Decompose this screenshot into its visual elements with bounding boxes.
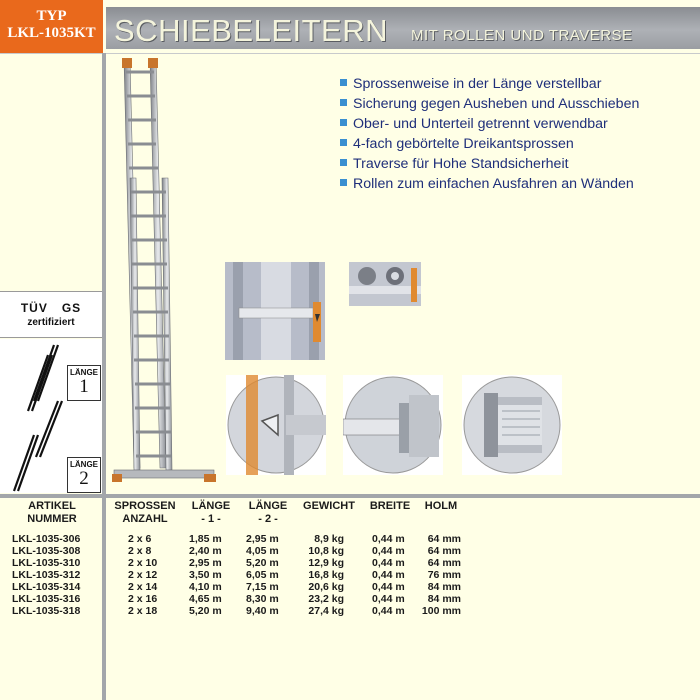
header-sprossen: SPROSSEN ANZAHL [114,500,176,525]
table-divider [0,494,700,498]
bullet-icon [340,79,347,86]
type-label: TYP [36,8,67,24]
table-row: LKL-1035-314 2 x 14 4,10 m 7,15 m 20,6 kg 0,44 m 84 mm [12,581,461,593]
page-title: SCHIEBELEITERN [114,13,389,48]
header-breite: BREITE [369,500,411,512]
feature-item: Sicherung gegen Ausheben und Ausschieben [340,94,639,114]
header-laenge-2: LÄNGE - 2 - [248,500,288,525]
feature-item: Rollen zum einfachen Ausfahren an Wänden [340,174,639,194]
detail-photo-roller [349,262,421,306]
table-row: LKL-1035-312 2 x 12 3,50 m 6,05 m 16,8 kg 0,44 m 76 mm [12,569,461,581]
table-row: LKL-1035-308 2 x 8 2,40 m 4,05 m 10,8 kg 0,44 m 64 mm [12,545,461,557]
bullet-icon [340,179,347,186]
length-2-label: LÄNGE 2 [67,457,101,493]
gs-label: GS [61,301,82,315]
header-artikel: ARTIKEL NUMMER [27,500,77,525]
title-bar [106,7,700,49]
detail-photo-rung-joint [343,375,443,475]
detail-photo-rung-profile [226,375,326,475]
table-row: LKL-1035-316 2 x 16 4,65 m 8,30 m 23,2 kg 0,44 m 84 mm [12,593,461,605]
detail-photo-lock [225,262,325,360]
type-model: LKL-1035KT [7,25,96,41]
header-holm: HOLM [424,500,458,512]
detail-photo-rail-section [462,375,562,475]
bullet-icon [340,159,347,166]
bullet-icon [340,119,347,126]
feature-list [340,74,639,194]
table-row: LKL-1035-318 2 x 18 5,20 m 9,40 m 27,4 kg 0,44 m 100 mm [12,605,461,617]
type-box [0,0,103,53]
page-subtitle: MIT ROLLEN UND TRAVERSE [411,27,633,44]
tuv-label: TÜV [20,301,48,315]
table-row: LKL-1035-306 2 x 6 1,85 m 2,95 m 8,9 kg 0,44 m 64 mm [12,533,461,545]
spec-table [0,533,470,617]
bullet-icon [340,139,347,146]
ladder-image [110,58,220,482]
table-row: LKL-1035-310 2 x 10 2,95 m 5,20 m 12,9 kg 0,44 m 64 mm [12,557,461,569]
feature-item: Ober- und Unterteil getrennt verwendbar [340,114,639,134]
header-laenge-1: LÄNGE - 1 - [191,500,231,525]
feature-item: Sprossenweise in der Länge verstellbar [340,74,639,94]
feature-item: Traverse für Hohe Standsicherheit [340,154,639,174]
feature-item: 4-fach gebörtelte Dreikantsprossen [340,134,639,154]
length-diagram [0,339,102,493]
bullet-icon [340,99,347,106]
certification-box [0,291,102,338]
header-gewicht: GEWICHT [303,500,355,512]
certification-note: zertifiziert [27,317,75,328]
length-1-label: LÄNGE 1 [67,365,101,401]
